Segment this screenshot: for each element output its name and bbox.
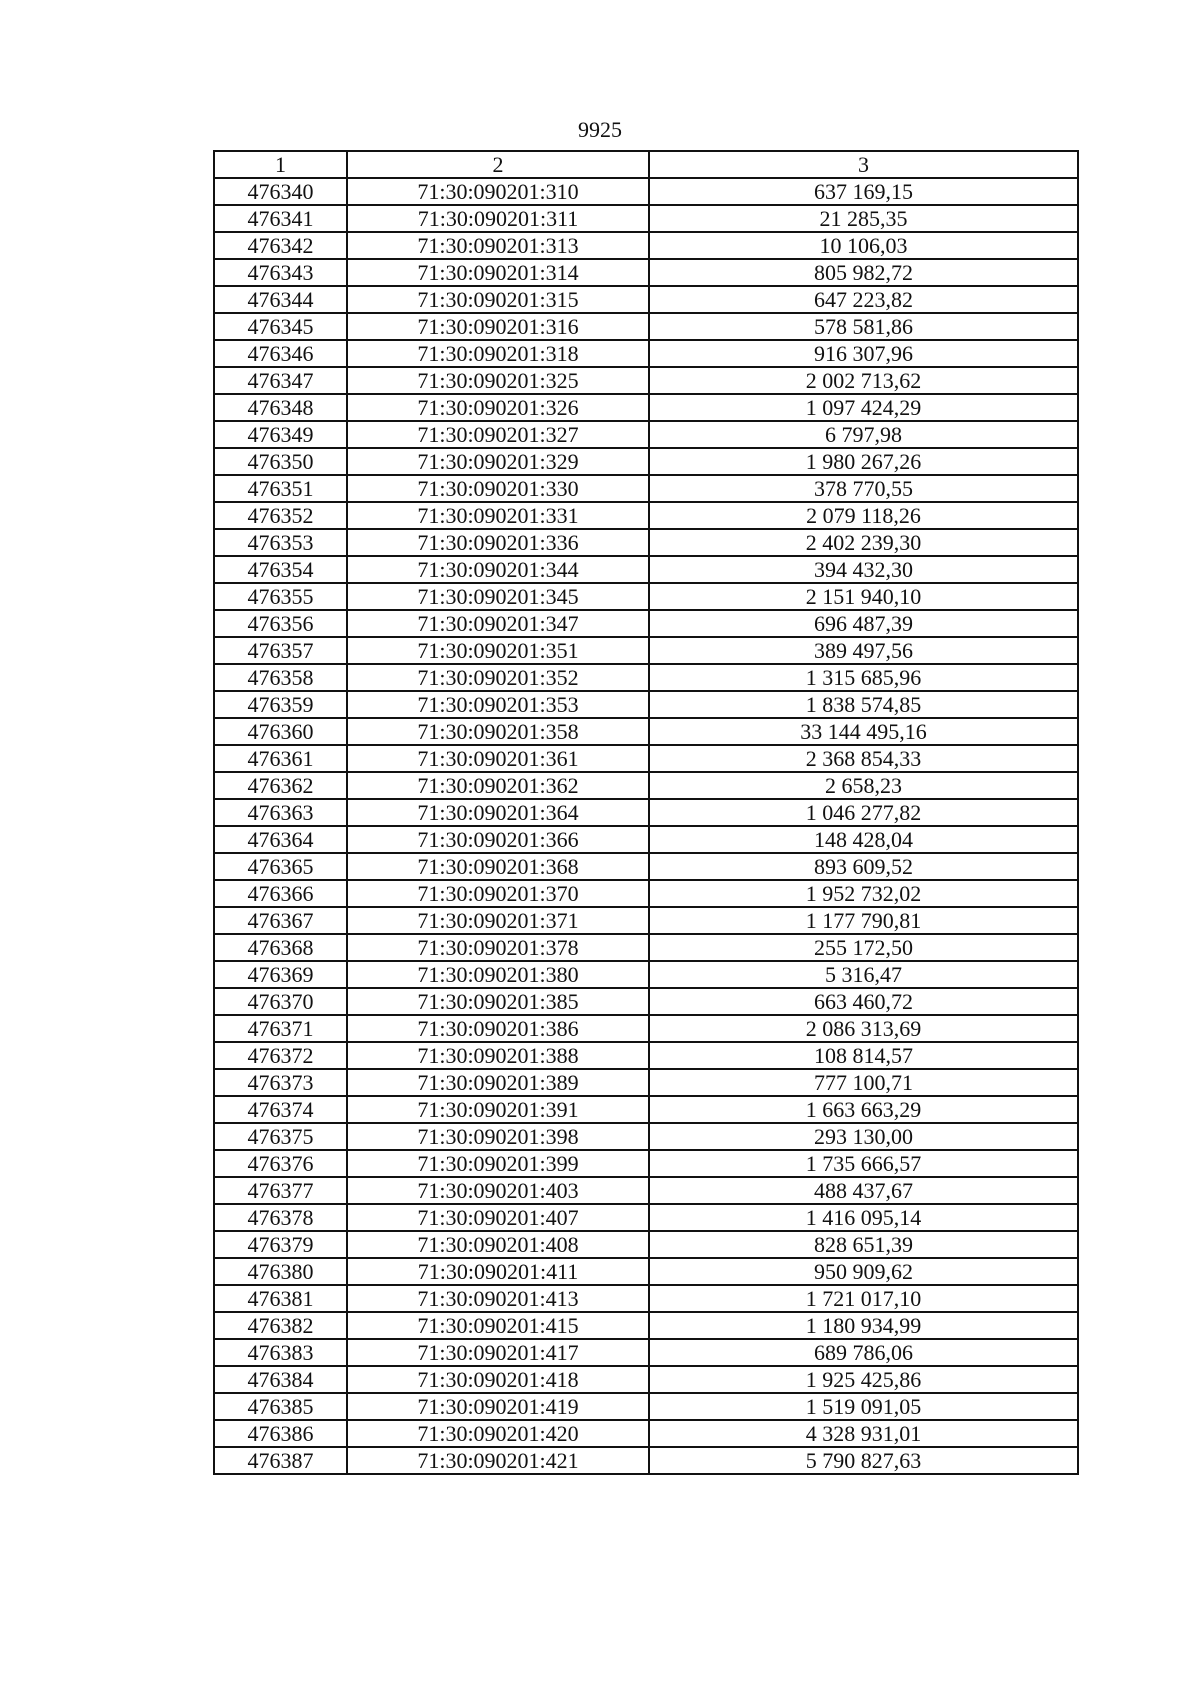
table-row [214, 178, 1078, 205]
value-cell: 293 130,00 [649, 1123, 1078, 1150]
cadastral-number-cell: 71:30:090201:408 [347, 1231, 649, 1258]
value-cell: 950 909,62 [649, 1258, 1078, 1285]
table-row [214, 286, 1078, 313]
row-number-cell: 476348 [214, 394, 347, 421]
row-number-cell: 476343 [214, 259, 347, 286]
value-cell: 10 106,03 [649, 232, 1078, 259]
table-row [214, 691, 1078, 718]
cadastral-number-cell: 71:30:090201:371 [347, 907, 649, 934]
table-row [214, 988, 1078, 1015]
value-cell: 578 581,86 [649, 313, 1078, 340]
row-number-cell: 476363 [214, 799, 347, 826]
cadastral-number-cell: 71:30:090201:331 [347, 502, 649, 529]
row-number-cell: 476350 [214, 448, 347, 475]
value-cell: 637 169,15 [649, 178, 1078, 205]
row-number-cell: 476362 [214, 772, 347, 799]
table-row [214, 529, 1078, 556]
row-number-cell: 476372 [214, 1042, 347, 1069]
value-cell: 2 079 118,26 [649, 502, 1078, 529]
cadastral-number-cell: 71:30:090201:329 [347, 448, 649, 475]
cadastral-number-cell: 71:30:090201:364 [347, 799, 649, 826]
table-row [214, 1447, 1078, 1474]
row-number-cell: 476353 [214, 529, 347, 556]
page-number: 9925 [578, 117, 622, 142]
row-number-cell: 476364 [214, 826, 347, 853]
cadastral-number-cell: 71:30:090201:326 [347, 394, 649, 421]
value-cell: 2 086 313,69 [649, 1015, 1078, 1042]
table-row [214, 1231, 1078, 1258]
table-row [214, 664, 1078, 691]
row-number-cell: 476382 [214, 1312, 347, 1339]
row-number-cell: 476358 [214, 664, 347, 691]
table-header [214, 151, 1078, 178]
table-row [214, 583, 1078, 610]
row-number-cell: 476342 [214, 232, 347, 259]
table-row [214, 637, 1078, 664]
cadastral-number-cell: 71:30:090201:362 [347, 772, 649, 799]
row-number-cell: 476368 [214, 934, 347, 961]
value-cell: 1 416 095,14 [649, 1204, 1078, 1231]
cadastral-number-cell: 71:30:090201:420 [347, 1420, 649, 1447]
table-row [214, 1339, 1078, 1366]
value-cell: 1 046 277,82 [649, 799, 1078, 826]
row-number-cell: 476356 [214, 610, 347, 637]
data-table [213, 150, 1079, 1475]
cadastral-number-cell: 71:30:090201:385 [347, 988, 649, 1015]
value-cell: 394 432,30 [649, 556, 1078, 583]
value-cell: 696 487,39 [649, 610, 1078, 637]
cadastral-number-cell: 71:30:090201:318 [347, 340, 649, 367]
cadastral-number-cell: 71:30:090201:388 [347, 1042, 649, 1069]
value-cell: 916 307,96 [649, 340, 1078, 367]
row-number-cell: 476371 [214, 1015, 347, 1042]
table-row [214, 1285, 1078, 1312]
row-number-cell: 476359 [214, 691, 347, 718]
row-number-cell: 476361 [214, 745, 347, 772]
table-row [214, 502, 1078, 529]
table-row [214, 772, 1078, 799]
table-row [214, 556, 1078, 583]
table-row [214, 1258, 1078, 1285]
value-cell: 828 651,39 [649, 1231, 1078, 1258]
row-number-cell: 476346 [214, 340, 347, 367]
cadastral-number-cell: 71:30:090201:417 [347, 1339, 649, 1366]
row-number-cell: 476341 [214, 205, 347, 232]
row-number-cell: 476383 [214, 1339, 347, 1366]
table-row [214, 475, 1078, 502]
table-row [214, 394, 1078, 421]
row-number-cell: 476386 [214, 1420, 347, 1447]
table-row [214, 232, 1078, 259]
value-cell: 1 980 267,26 [649, 448, 1078, 475]
row-number-cell: 476376 [214, 1150, 347, 1177]
value-cell: 1 519 091,05 [649, 1393, 1078, 1420]
table-row [214, 1042, 1078, 1069]
cadastral-number-cell: 71:30:090201:419 [347, 1393, 649, 1420]
row-number-cell: 476367 [214, 907, 347, 934]
table-row [214, 610, 1078, 637]
value-cell: 5 316,47 [649, 961, 1078, 988]
row-number-cell: 476352 [214, 502, 347, 529]
value-cell: 805 982,72 [649, 259, 1078, 286]
cadastral-number-cell: 71:30:090201:313 [347, 232, 649, 259]
row-number-cell: 476377 [214, 1177, 347, 1204]
row-number-cell: 476354 [214, 556, 347, 583]
cadastral-number-cell: 71:30:090201:421 [347, 1447, 649, 1474]
table-row [214, 421, 1078, 448]
cadastral-number-cell: 71:30:090201:366 [347, 826, 649, 853]
cadastral-number-cell: 71:30:090201:344 [347, 556, 649, 583]
table-row [214, 1366, 1078, 1393]
cadastral-number-cell: 71:30:090201:310 [347, 178, 649, 205]
row-number-cell: 476378 [214, 1204, 347, 1231]
table-row [214, 1420, 1078, 1447]
cadastral-number-cell: 71:30:090201:403 [347, 1177, 649, 1204]
row-number-cell: 476366 [214, 880, 347, 907]
value-cell: 893 609,52 [649, 853, 1078, 880]
cadastral-number-cell: 71:30:090201:352 [347, 664, 649, 691]
cadastral-number-cell: 71:30:090201:386 [347, 1015, 649, 1042]
table-row [214, 1150, 1078, 1177]
header-row [214, 151, 1078, 178]
cadastral-number-cell: 71:30:090201:336 [347, 529, 649, 556]
row-number-cell: 476381 [214, 1285, 347, 1312]
value-cell: 108 814,57 [649, 1042, 1078, 1069]
row-number-cell: 476360 [214, 718, 347, 745]
cadastral-number-cell: 71:30:090201:413 [347, 1285, 649, 1312]
table-row [214, 205, 1078, 232]
table-row [214, 340, 1078, 367]
cadastral-number-cell: 71:30:090201:345 [347, 583, 649, 610]
row-number-cell: 476340 [214, 178, 347, 205]
cadastral-number-cell: 71:30:090201:398 [347, 1123, 649, 1150]
row-number-cell: 476374 [214, 1096, 347, 1123]
table-row [214, 367, 1078, 394]
table-row [214, 799, 1078, 826]
cadastral-number-cell: 71:30:090201:370 [347, 880, 649, 907]
value-cell: 378 770,55 [649, 475, 1078, 502]
row-number-cell: 476355 [214, 583, 347, 610]
table-body [214, 178, 1078, 1474]
table-row [214, 1069, 1078, 1096]
row-number-cell: 476357 [214, 637, 347, 664]
table-row [214, 718, 1078, 745]
value-cell: 1 315 685,96 [649, 664, 1078, 691]
value-cell: 4 328 931,01 [649, 1420, 1078, 1447]
table-row [214, 907, 1078, 934]
row-number-cell: 476347 [214, 367, 347, 394]
table-row [214, 1123, 1078, 1150]
cadastral-number-cell: 71:30:090201:418 [347, 1366, 649, 1393]
row-number-cell: 476380 [214, 1258, 347, 1285]
cadastral-number-cell: 71:30:090201:415 [347, 1312, 649, 1339]
cadastral-number-cell: 71:30:090201:378 [347, 934, 649, 961]
row-number-cell: 476345 [214, 313, 347, 340]
cadastral-number-cell: 71:30:090201:358 [347, 718, 649, 745]
cadastral-number-cell: 71:30:090201:361 [347, 745, 649, 772]
cadastral-number-cell: 71:30:090201:351 [347, 637, 649, 664]
row-number-cell: 476379 [214, 1231, 347, 1258]
cadastral-number-cell: 71:30:090201:311 [347, 205, 649, 232]
row-number-cell: 476369 [214, 961, 347, 988]
row-number-cell: 476370 [214, 988, 347, 1015]
value-cell: 647 223,82 [649, 286, 1078, 313]
table-row [214, 1096, 1078, 1123]
table-row [214, 1015, 1078, 1042]
cadastral-number-cell: 71:30:090201:380 [347, 961, 649, 988]
row-number-cell: 476385 [214, 1393, 347, 1420]
cadastral-number-cell: 71:30:090201:353 [347, 691, 649, 718]
cadastral-number-cell: 71:30:090201:411 [347, 1258, 649, 1285]
table-row [214, 1393, 1078, 1420]
row-number-cell: 476351 [214, 475, 347, 502]
cadastral-number-cell: 71:30:090201:407 [347, 1204, 649, 1231]
value-cell: 1 925 425,86 [649, 1366, 1078, 1393]
row-number-cell: 476349 [214, 421, 347, 448]
value-cell: 2 658,23 [649, 772, 1078, 799]
table-row [214, 934, 1078, 961]
value-cell: 148 428,04 [649, 826, 1078, 853]
cadastral-number-cell: 71:30:090201:399 [347, 1150, 649, 1177]
column-header: 3 [649, 151, 1078, 178]
value-cell: 2 002 713,62 [649, 367, 1078, 394]
column-header: 2 [347, 151, 649, 178]
value-cell: 2 151 940,10 [649, 583, 1078, 610]
cadastral-number-cell: 71:30:090201:389 [347, 1069, 649, 1096]
table-row [214, 259, 1078, 286]
value-cell: 777 100,71 [649, 1069, 1078, 1096]
row-number-cell: 476365 [214, 853, 347, 880]
table-row [214, 448, 1078, 475]
value-cell: 1 177 790,81 [649, 907, 1078, 934]
cadastral-number-cell: 71:30:090201:314 [347, 259, 649, 286]
value-cell: 33 144 495,16 [649, 718, 1078, 745]
value-cell: 663 460,72 [649, 988, 1078, 1015]
table-row [214, 1312, 1078, 1339]
value-cell: 1 663 663,29 [649, 1096, 1078, 1123]
cadastral-number-cell: 71:30:090201:330 [347, 475, 649, 502]
value-cell: 1 097 424,29 [649, 394, 1078, 421]
cadastral-number-cell: 71:30:090201:391 [347, 1096, 649, 1123]
row-number-cell: 476344 [214, 286, 347, 313]
value-cell: 1 838 574,85 [649, 691, 1078, 718]
cadastral-number-cell: 71:30:090201:327 [347, 421, 649, 448]
value-cell: 1 180 934,99 [649, 1312, 1078, 1339]
table-row [214, 826, 1078, 853]
table-row [214, 961, 1078, 988]
value-cell: 1 721 017,10 [649, 1285, 1078, 1312]
row-number-cell: 476384 [214, 1366, 347, 1393]
table-row [214, 745, 1078, 772]
value-cell: 5 790 827,63 [649, 1447, 1078, 1474]
cadastral-number-cell: 71:30:090201:325 [347, 367, 649, 394]
value-cell: 2 402 239,30 [649, 529, 1078, 556]
value-cell: 6 797,98 [649, 421, 1078, 448]
row-number-cell: 476375 [214, 1123, 347, 1150]
row-number-cell: 476387 [214, 1447, 347, 1474]
row-number-cell: 476373 [214, 1069, 347, 1096]
value-cell: 255 172,50 [649, 934, 1078, 961]
value-cell: 488 437,67 [649, 1177, 1078, 1204]
table-row [214, 1177, 1078, 1204]
table-row [214, 313, 1078, 340]
value-cell: 2 368 854,33 [649, 745, 1078, 772]
cadastral-number-cell: 71:30:090201:315 [347, 286, 649, 313]
cadastral-number-cell: 71:30:090201:347 [347, 610, 649, 637]
table-row [214, 880, 1078, 907]
value-cell: 389 497,56 [649, 637, 1078, 664]
value-cell: 1 952 732,02 [649, 880, 1078, 907]
table-row [214, 1204, 1078, 1231]
cadastral-number-cell: 71:30:090201:316 [347, 313, 649, 340]
table-row [214, 853, 1078, 880]
value-cell: 1 735 666,57 [649, 1150, 1078, 1177]
cadastral-number-cell: 71:30:090201:368 [347, 853, 649, 880]
value-cell: 689 786,06 [649, 1339, 1078, 1366]
value-cell: 21 285,35 [649, 205, 1078, 232]
column-header: 1 [214, 151, 347, 178]
